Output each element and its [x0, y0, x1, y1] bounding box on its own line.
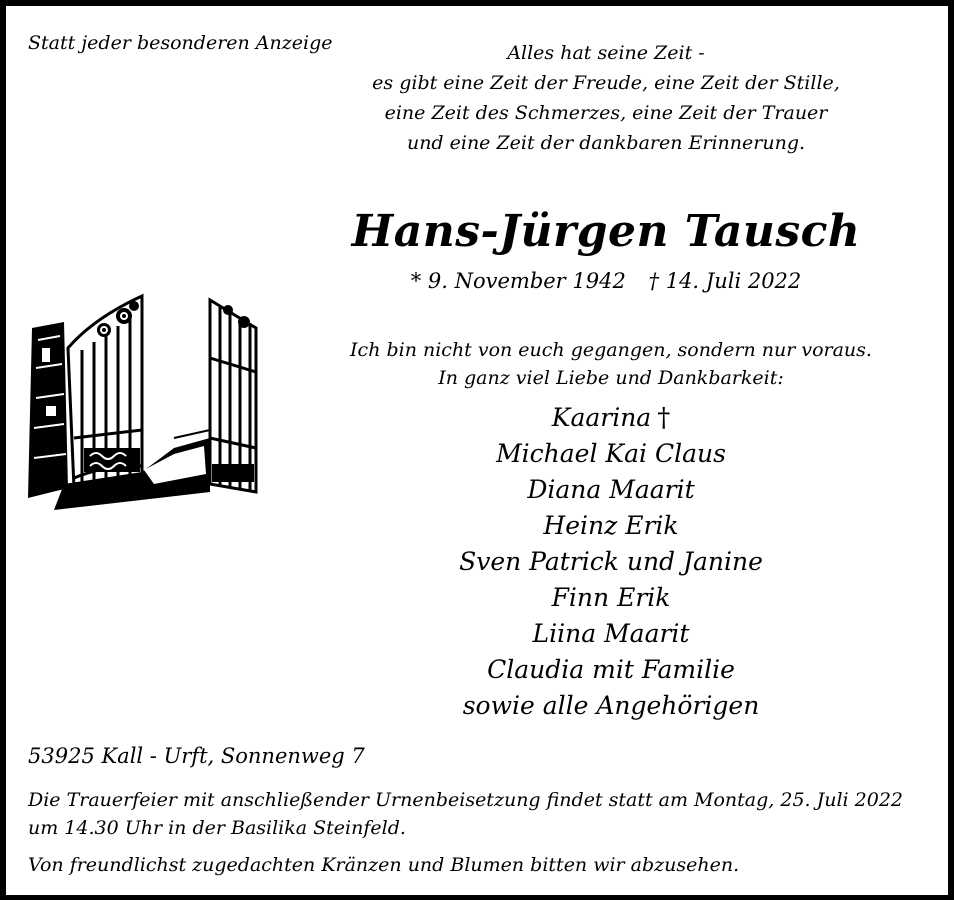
- ceremony-line: Die Trauerfeier mit anschließender Urnenbeisetzung findet statt am Montag, 25. Juli 2022: [28, 789, 904, 811]
- mourner-entry: Diana Maarit: [527, 475, 695, 504]
- open-gate-icon: [24, 288, 266, 514]
- flowers-note: Von freundlichst zugedachten Kränzen und Blumen bitten wir abzusehen.: [28, 854, 740, 876]
- ceremony-line: um 14.30 Uhr in der Basilika Steinfeld.: [28, 817, 406, 839]
- mourner-entry: [406, 400, 816, 436]
- mourner-entry: Sven Patrick und Janine: [459, 547, 763, 576]
- poem-line: Alles hat seine Zeit -: [507, 42, 705, 64]
- farewell-quote: [336, 336, 886, 392]
- poem-line: und eine Zeit der dankbaren Erinnerung.: [406, 132, 806, 154]
- lead-line: Statt jeder besonderen Anzeige: [28, 32, 333, 54]
- mourner-entry: Finn Erik: [551, 583, 671, 612]
- deceased-name: Hans-Jürgen Tausch: [351, 206, 861, 257]
- life-dates: [376, 269, 836, 293]
- poem-line: es gibt eine Zeit der Freude, eine Zeit der Stille,: [372, 72, 840, 94]
- mourner-entry: Liina Maarit: [532, 619, 690, 648]
- poem-line: eine Zeit des Schmerzes, eine Zeit der Trauer: [384, 102, 828, 124]
- ceremony-info: [28, 786, 928, 842]
- death-date: † 14. Juli 2022: [648, 269, 802, 293]
- cross-icon: †: [657, 403, 671, 433]
- quote-line: In ganz viel Liebe und Dankbarkeit:: [438, 367, 784, 389]
- mourner-entry: Claudia mit Familie: [487, 655, 735, 684]
- mourning-address: 53925 Kall - Urft, Sonnenweg 7: [28, 744, 365, 768]
- mourner-entry: Michael Kai Claus: [496, 439, 726, 468]
- quote-line: Ich bin nicht von euch gegangen, sondern nur voraus.: [350, 339, 872, 361]
- mourner-entry: Heinz Erik: [543, 511, 679, 540]
- mourner-entry: sowie alle Angehörigen: [462, 691, 760, 720]
- mourner-name: Kaarina: [551, 403, 652, 432]
- poem: [346, 38, 866, 158]
- mourners-list: [406, 400, 816, 724]
- birth-date: * 9. November 1942: [410, 269, 626, 293]
